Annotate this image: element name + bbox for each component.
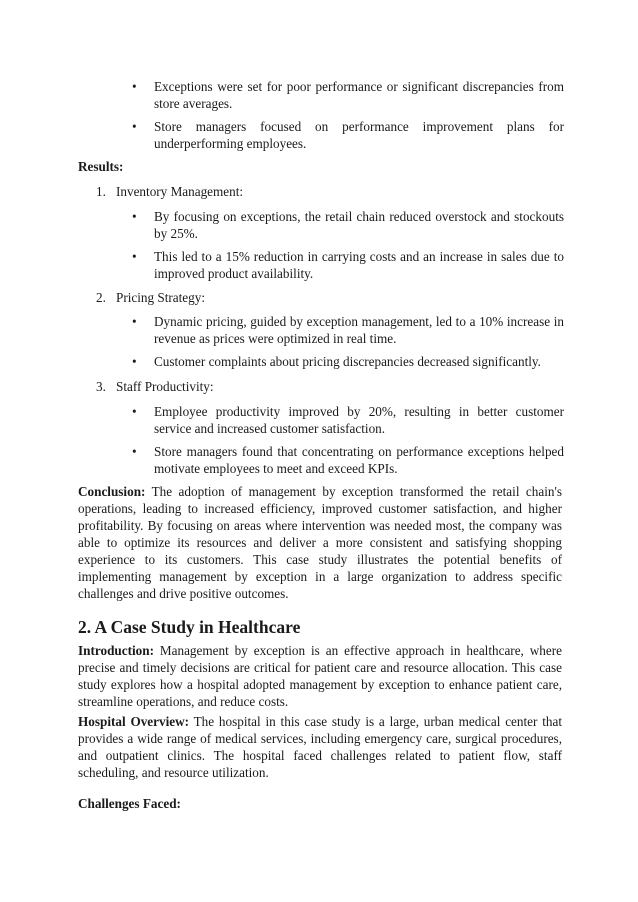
bullet-glyph: • xyxy=(132,209,137,224)
hospital-overview-paragraph xyxy=(78,713,562,781)
numbered-item xyxy=(96,289,566,306)
item-title: Staff Productivity: xyxy=(116,379,214,394)
item-number: 3. xyxy=(96,379,106,394)
bullet-glyph: • xyxy=(132,404,137,419)
bullet-text: Customer complaints about pricing discrepancies decreased significantly. xyxy=(154,354,541,369)
conclusion-label: Conclusion: xyxy=(78,484,146,499)
bullet-glyph: • xyxy=(132,79,137,94)
item-title: Pricing Strategy: xyxy=(116,290,206,305)
bullet-glyph: • xyxy=(132,314,137,329)
bullet-text: Store managers found that concentrating on performance exceptions helped motivate employees to meet and exceed KPIs. xyxy=(154,444,564,476)
item-title: Inventory Management: xyxy=(116,184,244,199)
bullet-item xyxy=(132,443,564,477)
bullet-item xyxy=(132,118,564,152)
introduction-text: Management by exception is an effective approach in healthcare, where precise and timely decisions are critical for patient care and resource allocation. This case study explores how a hospital adopted management by exception to enhance patient care, streamline operations, and reduce costs. xyxy=(78,643,562,709)
item-number: 2. xyxy=(96,290,106,305)
introduction-paragraph xyxy=(78,642,562,710)
bullet-text: Employee productivity improved by 20%, resulting in better customer service and increased customer satisfaction. xyxy=(154,404,564,436)
hospital-overview-text: The hospital in this case study is a large, urban medical center that provides a wide range of medical services, including emergency care, surgical procedures, and outpatient clinics. The hospital faced challenges related to patient flow, staff scheduling, and resource utilization. xyxy=(78,714,562,780)
item-number: 1. xyxy=(96,184,106,199)
bullet-item xyxy=(132,248,564,282)
bullet-item xyxy=(132,313,564,347)
numbered-item xyxy=(96,378,566,395)
bullet-text: By focusing on exceptions, the retail chain reduced overstock and stockouts by 25%. xyxy=(154,209,564,241)
bullet-item xyxy=(132,403,564,437)
bullet-glyph: • xyxy=(132,444,137,459)
bullet-item xyxy=(132,78,564,112)
bullet-text: Dynamic pricing, guided by exception management, led to a 10% increase in revenue as prices were optimized in real time. xyxy=(154,314,564,346)
bullet-item xyxy=(132,208,564,242)
bullet-glyph: • xyxy=(132,119,137,134)
bullet-glyph: • xyxy=(132,249,137,264)
results-heading: Results: xyxy=(78,159,124,174)
introduction-label: Introduction: xyxy=(78,643,154,658)
bullet-text: This led to a 15% reduction in carrying costs and an increase in sales due to improved product availability. xyxy=(154,249,564,281)
challenges-heading: Challenges Faced: xyxy=(78,796,181,811)
conclusion-paragraph xyxy=(78,483,562,602)
bullet-glyph: • xyxy=(132,354,137,369)
numbered-item xyxy=(96,183,566,200)
conclusion-text: The adoption of management by exception transformed the retail chain's operations, leading to increased efficiency, improved customer satisfaction, and higher profitability. By focusing on areas where intervention was needed most, the company was able to optimize its resources and deliver a more consistent and satisfying shopping experience to its customers. This case study illustrates the potential benefits of implementing management by exception in a large organization to address specific challenges and drive positive outcomes. xyxy=(78,484,562,601)
section-title: 2. A Case Study in Healthcare xyxy=(78,617,301,637)
bullet-item xyxy=(132,353,564,370)
bullet-text: Store managers focused on performance improvement plans for underperforming employees. xyxy=(154,119,564,151)
hospital-overview-label: Hospital Overview: xyxy=(78,714,190,729)
bullet-text: Exceptions were set for poor performance or significant discrepancies from store averages. xyxy=(154,79,564,111)
